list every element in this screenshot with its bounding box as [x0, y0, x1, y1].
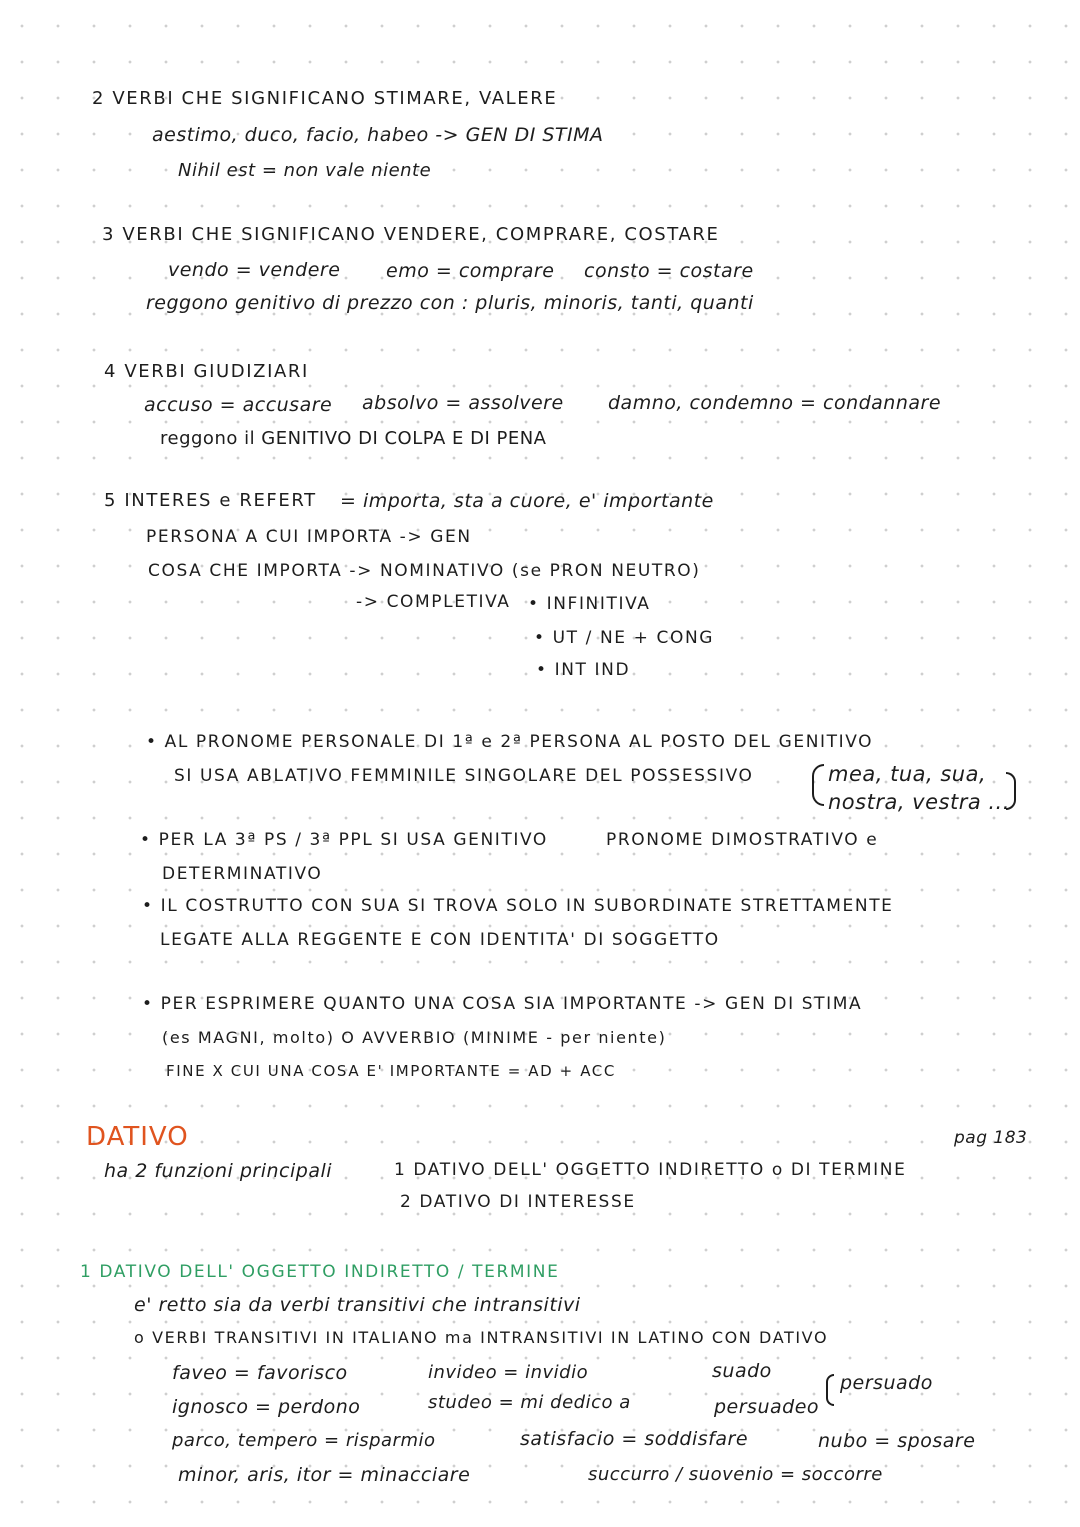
- section4-accuso: accuso = accusare: [144, 394, 333, 416]
- verb-studeo: studeo = mi dedico a: [428, 1392, 631, 1413]
- dativo-function-2: 2 DATIVO DI INTERESSE: [400, 1192, 636, 1212]
- verb-faveo: faveo = favorisco: [172, 1362, 348, 1384]
- bullet1-forms1: mea, tua, sua,: [828, 762, 987, 786]
- verb-ignosco: ignosco = perdono: [172, 1396, 361, 1418]
- dativo-function-1: 1 DATIVO DELL' OGGETTO INDIRETTO o DI TERMINE: [394, 1160, 907, 1180]
- section5-opt-ut-ne: • UT / NE + CONG: [534, 628, 715, 648]
- section5-opt-int-ind: • INT IND: [536, 660, 631, 680]
- dativo1-title: 1 DATIVO DELL' OGGETTO INDIRETTO / TERMINE: [80, 1262, 560, 1282]
- bullet2-line1: • PER LA 3ª PS / 3ª PPL SI USA GENITIVO: [140, 830, 548, 850]
- dativo-page-ref: pag 183: [954, 1128, 1028, 1148]
- section3-note: reggono genitivo di prezzo con : pluris, minoris, tanti, quanti: [146, 292, 754, 314]
- verb-satisfacio: satisfacio = soddisfare: [520, 1428, 749, 1450]
- section4-title: 4 VERBI GIUDIZIARI: [104, 361, 309, 382]
- verb-minor: minor, aris, itor = minacciare: [178, 1464, 471, 1486]
- dativo-intro: ha 2 funzioni principali: [104, 1160, 333, 1182]
- section2-line2: Nihil est = non vale niente: [178, 160, 432, 181]
- dativo1-line1: e' retto sia da verbi transitivi che intransitivi: [134, 1294, 581, 1316]
- section2-title: 2 VERBI CHE SIGNIFICANO STIMARE, VALERE: [92, 88, 558, 109]
- bullet4-line2: (es MAGNI, molto) O AVVERBIO (MINIME - per niente): [162, 1028, 667, 1047]
- section4-damno: damno, condemno = condannare: [608, 392, 942, 414]
- bullet2-line1b: PRONOME DIMOSTRATIVO e: [606, 830, 879, 850]
- left-brace-icon: [812, 764, 824, 806]
- section5-persona: PERSONA A CUI IMPORTA -> GEN: [146, 527, 472, 547]
- section3-consto: consto = costare: [584, 260, 754, 282]
- verb-succurro: succurro / suovenio = soccorre: [588, 1464, 883, 1485]
- section4-note: reggono il GENITIVO DI COLPA E DI PENA: [160, 428, 547, 449]
- section3-emo: emo = comprare: [386, 260, 555, 282]
- verb-persuadeo: persuadeo: [714, 1396, 820, 1418]
- section2-line1: aestimo, duco, facio, habeo -> GEN DI STIMA: [152, 124, 604, 146]
- section4-absolvo: absolvo = assolvere: [362, 392, 564, 414]
- brace-icon: [826, 1374, 834, 1406]
- verb-invideo: invideo = invidio: [428, 1362, 589, 1383]
- bullet3-line1: • IL COSTRUTTO CON SUA SI TROVA SOLO IN SUBORDINATE STRETTAMENTE: [142, 896, 894, 916]
- verb-persuado: persuado: [840, 1372, 933, 1394]
- bullet4-line3: FINE X CUI UNA COSA E' IMPORTANTE = AD + ACC: [166, 1062, 616, 1080]
- bullet2-line2: DETERMINATIVO: [162, 864, 323, 884]
- section5-meaning: = importa, sta a cuore, e' importante: [340, 490, 714, 512]
- verb-nubo: nubo = sposare: [818, 1430, 976, 1452]
- section5-completiva: -> COMPLETIVA: [356, 592, 511, 612]
- right-paren-icon: [1006, 772, 1016, 810]
- section5-title: 5 INTERES e REFERT: [104, 490, 317, 511]
- bullet1-line1: • AL PRONOME PERSONALE DI 1ª e 2ª PERSONA AL POSTO DEL GENITIVO: [146, 732, 874, 752]
- dativo-heading: DATIVO: [86, 1122, 189, 1152]
- section5-cosa: COSA CHE IMPORTA -> NOMINATIVO (se PRON NEUTRO): [148, 561, 701, 581]
- verb-parco: parco, tempero = risparmio: [172, 1430, 436, 1451]
- verb-suado: suado: [712, 1360, 772, 1382]
- section3-vendo: vendo = vendere: [168, 259, 341, 281]
- section3-title: 3 VERBI CHE SIGNIFICANO VENDERE, COMPRARE, COSTARE: [102, 224, 720, 245]
- bullet1-line2: SI USA ABLATIVO FEMMINILE SINGOLARE DEL POSSESSIVO: [174, 766, 754, 786]
- bullet4-line1: • PER ESPRIMERE QUANTO UNA COSA SIA IMPORTANTE -> GEN DI STIMA: [142, 994, 863, 1014]
- section5-opt-infinitiva: • INFINITIVA: [528, 594, 651, 614]
- bullet3-line2: LEGATE ALLA REGGENTE E CON IDENTITA' DI SOGGETTO: [160, 930, 720, 950]
- dativo1-line2: o VERBI TRANSITIVI IN ITALIANO ma INTRANSITIVI IN LATINO CON DATIVO: [134, 1328, 829, 1347]
- bullet1-forms2: nostra, vestra ...: [828, 790, 1010, 814]
